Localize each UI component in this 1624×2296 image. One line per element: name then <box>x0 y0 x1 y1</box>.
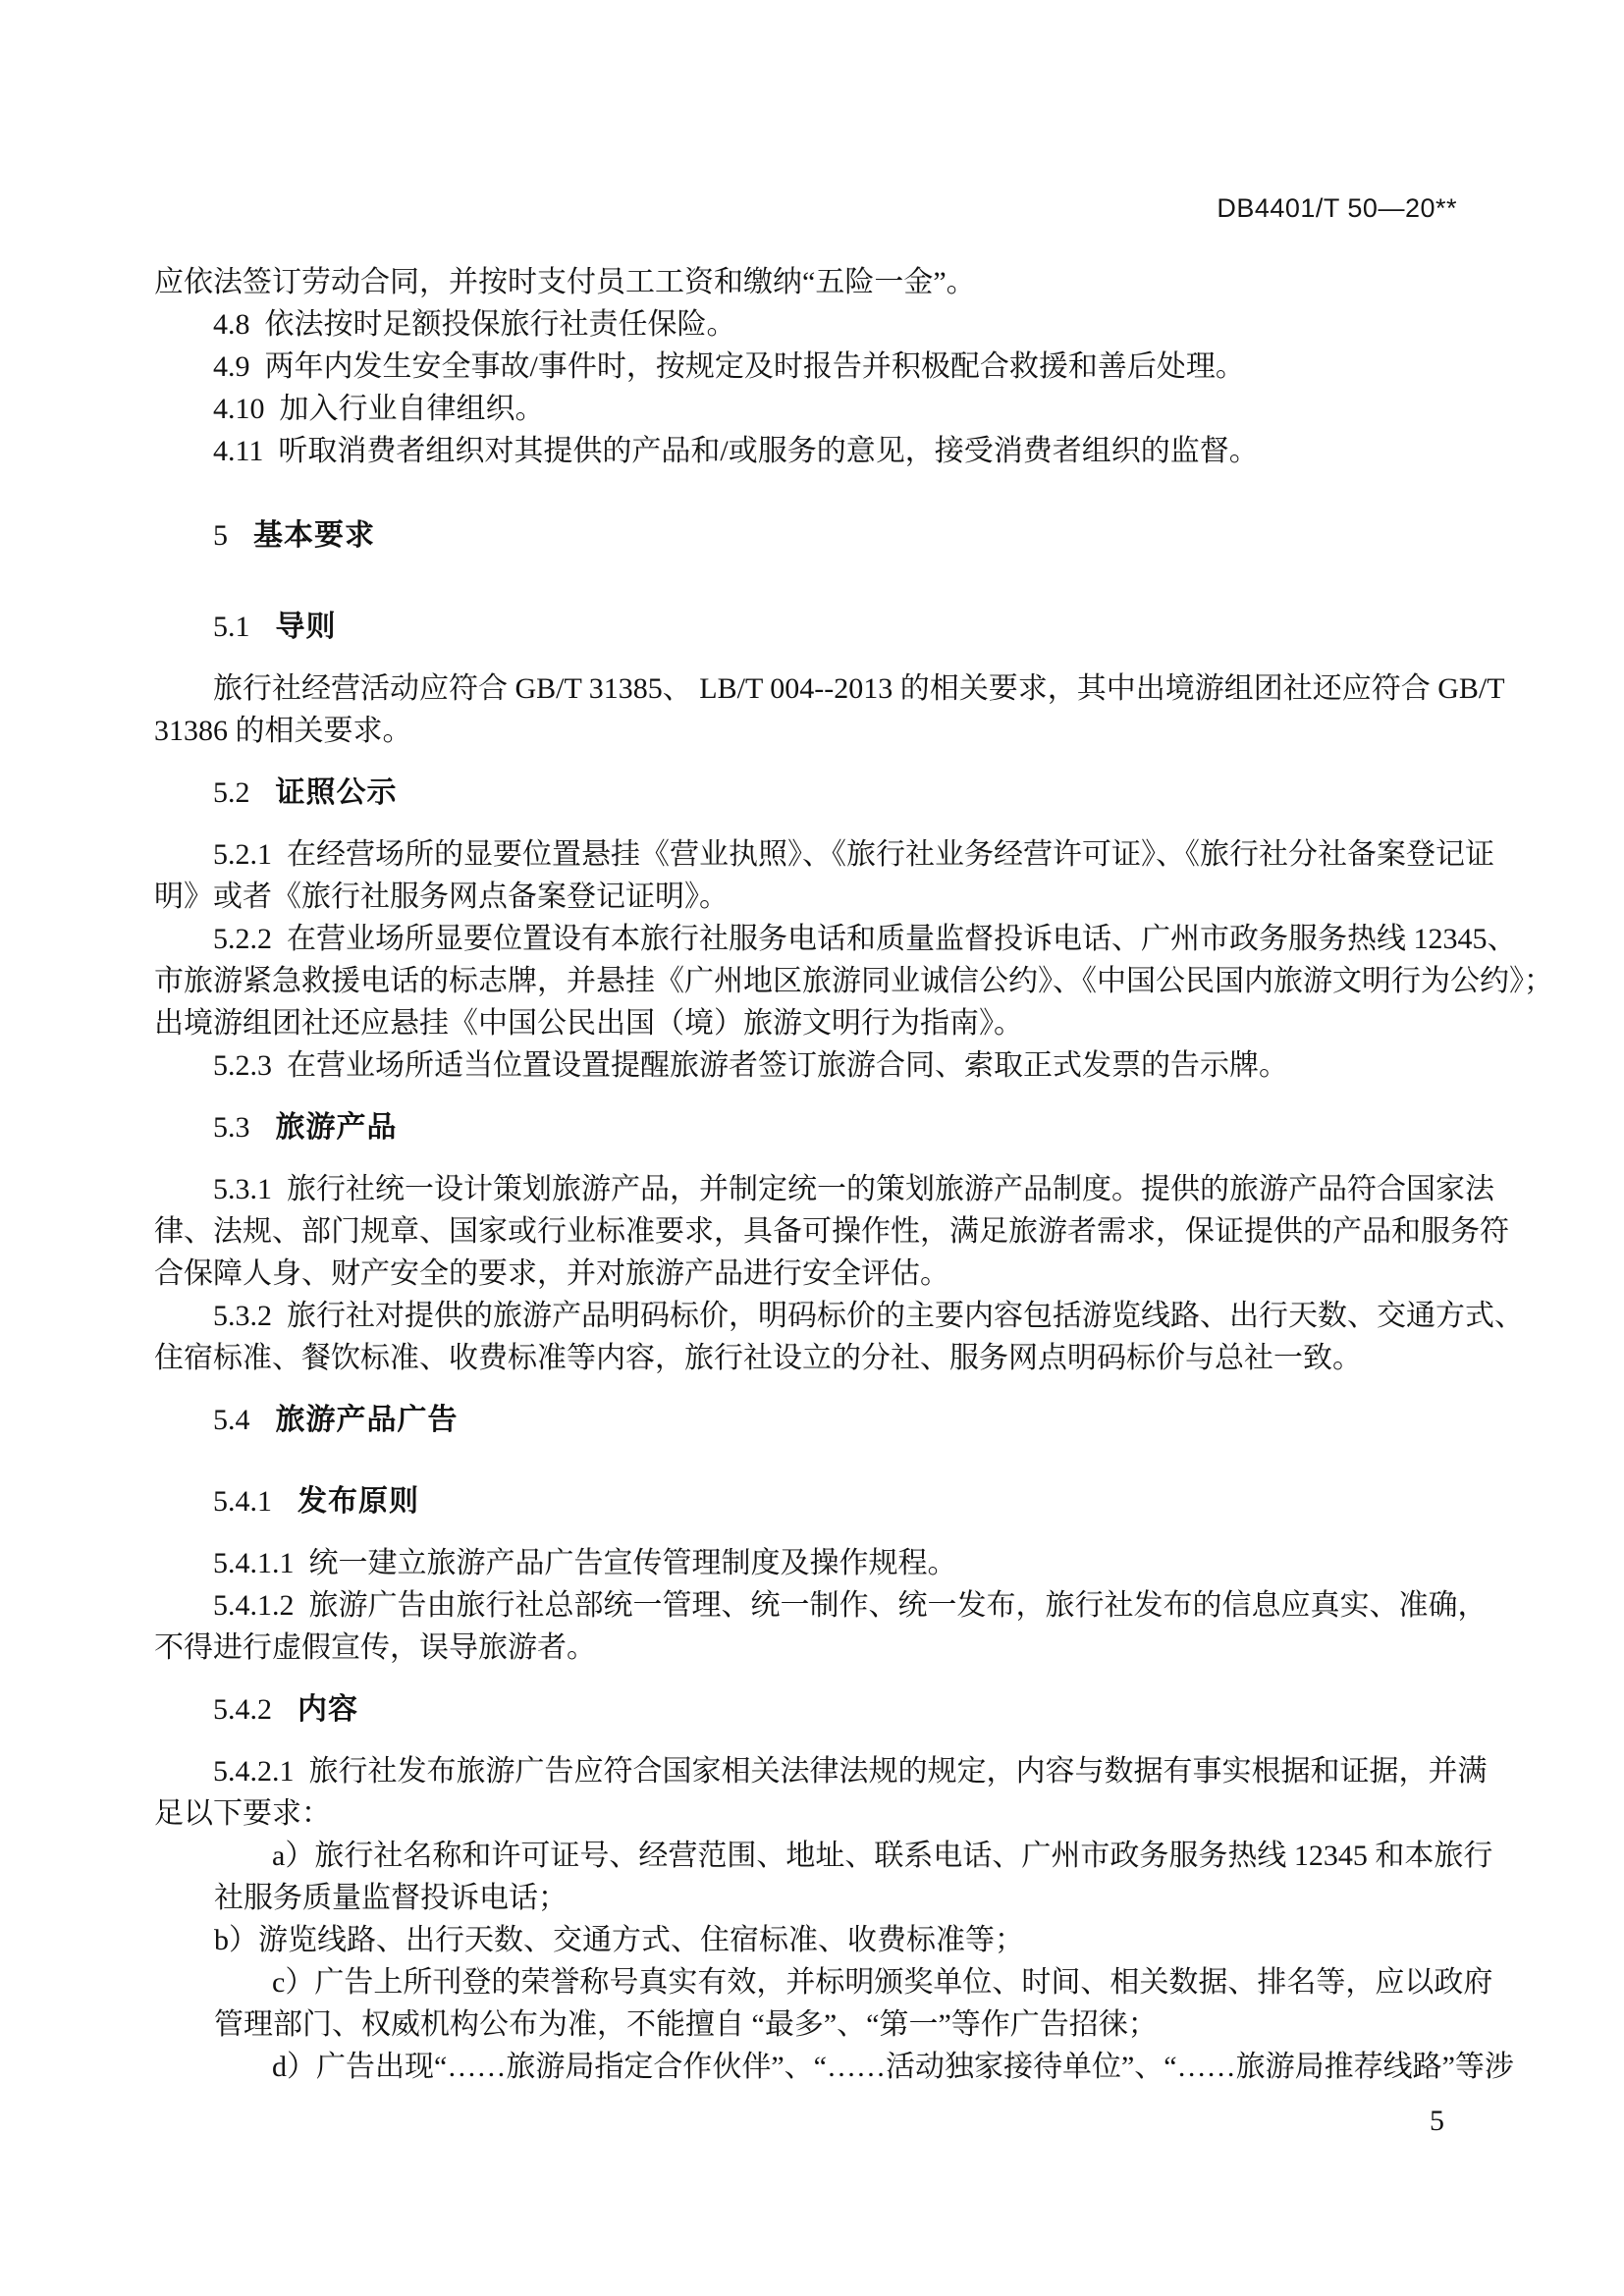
doc-text-line: b）游览线路、出行天数、交通方式、住宿标准、收费标准等； <box>214 1924 1024 1956</box>
doc-text-line: 不得进行虚假宣传，误导旅游者。 <box>154 1631 596 1664</box>
heading-title: 旅游产品广告 <box>275 1404 459 1436</box>
section-heading <box>213 772 398 814</box>
doc-text-line: 出境游组团社还应悬挂《中国公民出国（境）旅游文明行为指南》。 <box>154 1007 1023 1040</box>
doc-text-line: 31386 的相关要求。 <box>154 715 412 747</box>
section-heading <box>213 1399 459 1441</box>
doc-text-line: 5.3.1 旅行社统一设计策划旅游产品，并制定统一的策划旅游产品制度。提供的旅游产品符合国家法 <box>213 1173 1494 1205</box>
doc-text-line: 4.11 听取消费者组织对其提供的产品和/或服务的意见，接受消费者组织的监督。 <box>213 435 1259 467</box>
heading-number: 5.4.1 <box>213 1485 272 1518</box>
heading-title: 发布原则 <box>298 1485 419 1518</box>
section-heading <box>213 606 337 648</box>
doc-text-line: a）旅行社名称和许可证号、经营范围、地址、联系电话、广州市政务服务热线 12345 和本旅行 <box>272 1840 1493 1872</box>
heading-number: 5.1 <box>213 611 250 643</box>
doc-text-line: 住宿标准、餐饮标准、收费标准等内容，旅行社设立的分社、服务网点明码标价与总社一致。 <box>154 1342 1362 1374</box>
doc-text-line: 明》或者《旅行社服务网点备案登记证明》。 <box>154 881 729 913</box>
doc-text-line: 4.8 依法按时足额投保旅行社责任保险。 <box>213 308 736 341</box>
doc-text-line: 5.4.1.1 统一建立旅游产品广告宣传管理制度及操作规程。 <box>213 1547 957 1579</box>
doc-text-line: 旅行社经营活动应符合 GB/T 31385、 LB/T 004--2013 的相关要求，其中出境游组团社还应符合 GB/T <box>213 672 1505 705</box>
doc-text-line: 5.2.1 在经营场所的显要位置悬挂《营业执照》、《旅行社业务经营许可证》、《旅行社分社备案登记证 <box>213 838 1494 871</box>
doc-text-line: 5.4.2.1 旅行社发布旅游广告应符合国家相关法律法规的规定，内容与数据有事实根据和证据，并满 <box>213 1755 1488 1788</box>
heading-number: 5.4.2 <box>213 1693 272 1726</box>
heading-number: 5.4 <box>213 1404 250 1436</box>
doc-text-line: 市旅游紧急救援电话的标志牌，并悬挂《广州地区旅游同业诚信公约》、《中国公民国内旅游文明行为公约》； <box>154 965 1553 997</box>
heading-number: 5.3 <box>213 1111 250 1144</box>
section-heading <box>213 514 375 557</box>
section-heading <box>213 1106 398 1148</box>
standard-code-header: DB4401/T 50—20** <box>1217 193 1457 223</box>
doc-text-line: d）广告出现“……旅游局指定合作伙伴”、“……活动独家接待单位”、“……旅游局推荐线路”等涉 <box>272 2051 1514 2083</box>
section-heading <box>213 1480 419 1522</box>
doc-text-line: 应依法签订劳动合同，并按时支付员工工资和缴纳“五险一金”。 <box>154 266 976 298</box>
doc-text-line: 足以下要求： <box>154 1797 331 1830</box>
doc-text-line: c）广告上所刊登的荣誉称号真实有效，并标明颁奖单位、时间、相关数据、排名等，应以政府 <box>272 1966 1493 1999</box>
heading-title: 内容 <box>298 1693 358 1726</box>
doc-text-line: 管理部门、权威机构公布为准，不能擅自 “最多”、“第一”等作广告招徕； <box>214 2008 1158 2041</box>
doc-text-line: 5.3.2 旅行社对提供的旅游产品明码标价，明码标价的主要内容包括游览线路、出行天数、交通方式、 <box>213 1300 1524 1332</box>
page-number: 5 <box>1430 2105 1444 2137</box>
heading-title: 证照公示 <box>275 776 398 809</box>
document-body <box>154 261 1553 2088</box>
doc-text-line: 4.10 加入行业自律组织。 <box>213 393 545 425</box>
section-heading <box>213 1688 358 1731</box>
doc-text-line: 5.2.2 在营业场所显要位置设有本旅行社服务电话和质量监督投诉电话、广州市政务服务热线 12345、 <box>213 923 1517 955</box>
doc-text-line: 合保障人身、财产安全的要求，并对旅游产品进行安全评估。 <box>154 1257 949 1290</box>
heading-number: 5 <box>213 519 228 552</box>
doc-text-line: 5.4.1.2 旅游广告由旅行社总部统一管理、统一制作、统一发布，旅行社发布的信息应真实、准确， <box>213 1589 1488 1622</box>
heading-title: 旅游产品 <box>275 1111 398 1144</box>
doc-text-line: 社服务质量监督投诉电话； <box>214 1882 568 1914</box>
doc-text-line: 5.2.3 在营业场所适当位置设置提醒旅游者签订旅游合同、索取正式发票的告示牌。 <box>213 1049 1288 1082</box>
heading-title: 基本要求 <box>253 519 375 552</box>
heading-number: 5.2 <box>213 776 250 809</box>
heading-title: 导则 <box>275 611 337 643</box>
doc-text-line: 4.9 两年内发生安全事故/事件时，按规定及时报告并积极配合救援和善后处理。 <box>213 350 1245 383</box>
doc-text-line: 律、法规、部门规章、国家或行业标准要求，具备可操作性，满足旅游者需求，保证提供的产品和服务符 <box>154 1215 1509 1248</box>
